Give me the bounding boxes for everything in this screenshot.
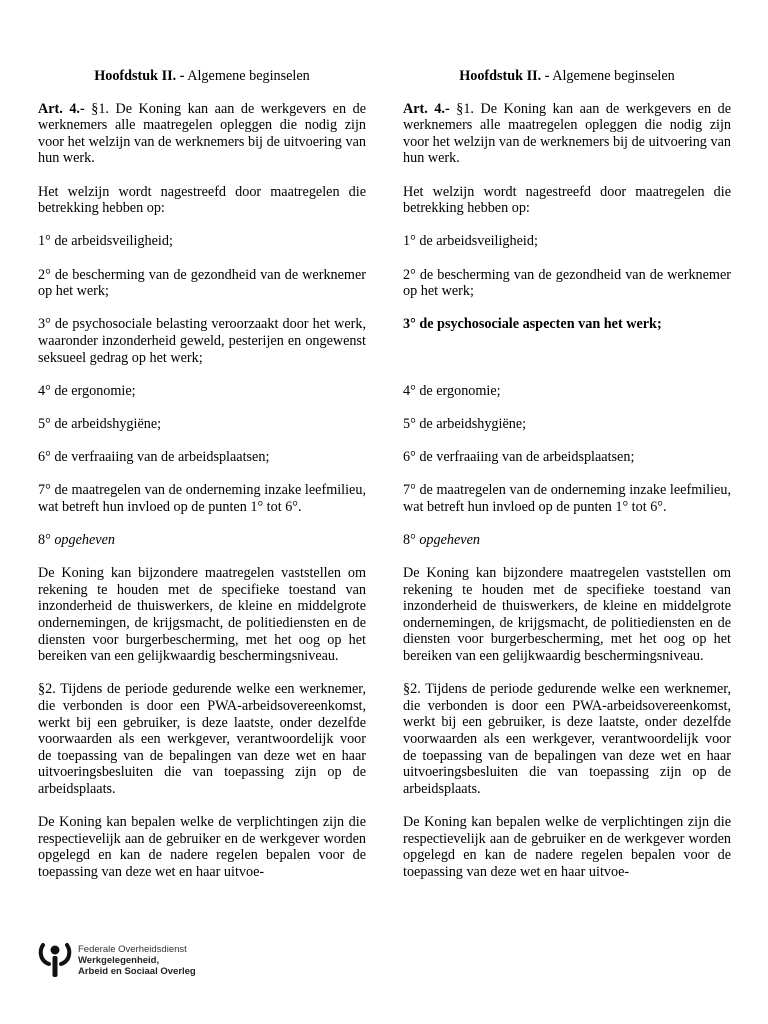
list-item-7: 7° de maatregelen van de onderneming inzake leefmilieu, wat betreft hun invloed op de punten 1° tot 6°. <box>38 482 366 515</box>
section2-paragraph: §2. Tijdens de periode gedurende welke een werknemer, die verbonden is door een PWA-arbeidsovereenkomst, werkt bij een gebruiker, is deze laatste, onder dezelfde voorwaarden als een werkgever, verantwoordelijk voor de toepassing van de bepalingen van deze wet en haar uitvoeringsbesluiten die van toepassing zijn op de arbeidsplaats. <box>403 681 731 797</box>
article-text: §1. De Koning kan aan de werkgevers en de werknemers alle maatregelen opleggen die nodig zijn voor het welzijn van de werknemers bij de uitvoering van hun werk. <box>403 100 731 167</box>
list-item-3: 3° de psychosociale aspecten van het werk; <box>403 316 662 333</box>
chapter-heading-bold: Hoofdstuk II. - <box>459 68 550 84</box>
list-item-8-text: opgeheven <box>54 532 115 549</box>
article-paragraph <box>38 101 366 167</box>
list-item-7: 7° de maatregelen van de onderneming inzake leefmilieu, wat betreft hun invloed op de punten 1° tot 6°. <box>403 482 731 515</box>
list-item-8 <box>38 532 366 549</box>
welzijn-paragraph: Het welzijn wordt nagestreefd door maatregelen die betrekking hebben op: <box>403 183 731 217</box>
fod-logo-icon <box>38 941 72 979</box>
list-item-5: 5° de arbeidshygiëne; <box>403 415 527 432</box>
article-text: §1. De Koning kan aan de werkgevers en de werknemers alle maatregelen opleggen die nodig zijn voor het welzijn van de werknemers bij de uitvoering van hun werk. <box>38 100 366 167</box>
logo-text <box>78 944 196 977</box>
logo-line-2: Werkgelegenheid, <box>78 954 160 966</box>
last-paragraph: De Koning kan bepalen welke de verplichtingen zijn die respectievelijk aan de gebruiker en de werkgever worden opgelegd en kan de nadere regelen bepalen voor de toepassing van deze wet en haar uitvoe- <box>403 813 731 880</box>
article-paragraph <box>403 101 731 167</box>
list-item-1: 1° de arbeidsveiligheid; <box>403 233 538 250</box>
koning-paragraph: De Koning kan bijzondere maatregelen vaststellen om rekening te houden met de specifieke toestand van inzonderheid de thuiswerkers, de kleine en middelgrote ondernemingen, de krijgsmacht, de politiediensten en de diensten voor burgerbescherming, met het oog op het bereiken van een gelijkwaardig beschermingsniveau. <box>403 565 731 664</box>
right-column <box>403 68 731 897</box>
list-item-8-number: 8° <box>38 532 55 549</box>
list-item-8-text: opgeheven <box>419 531 480 548</box>
chapter-heading-text: Algemene beginselen <box>184 68 310 84</box>
list-item-3: 3° de psychosociale belasting veroorzaakt door het werk, waaronder inzonderheid geweld, pesterijen en ongewenst seksueel gedrag op het werk; <box>38 316 366 366</box>
chapter-heading-bold: Hoofdstuk II. - <box>94 68 185 84</box>
chapter-heading <box>38 68 366 85</box>
list-item-2: 2° de bescherming van de gezondheid van de werknemer op het werk; <box>38 266 366 300</box>
logo-line-1: Federale Overheidsdienst <box>78 943 187 955</box>
list-item-6: 6° de verfraaiing van de arbeidsplaatsen; <box>38 449 270 466</box>
list-item-2: 2° de bescherming van de gezondheid van de werknemer op het werk; <box>403 266 731 300</box>
section2-paragraph: §2. Tijdens de periode gedurende welke een werknemer, die verbonden is door een PWA-arbeidsovereenkomst, werkt bij een gebruiker, is deze laatste, onder dezelfde voorwaarden als een werkgever, verantwoordelijk voor de toepassing van de bepalingen van deze wet en haar uitvoeringsbesluiten die van toepassing zijn op de arbeidsplaats. <box>38 681 366 797</box>
list-item-1: 1° de arbeidsveiligheid; <box>38 233 173 250</box>
logo-line-3: Arbeid en Sociaal Overleg <box>78 965 196 977</box>
left-column <box>38 68 366 897</box>
footer-logo <box>38 940 196 980</box>
spacer <box>403 350 731 383</box>
list-item-8-number: 8° <box>403 531 420 548</box>
list-item-5: 5° de arbeidshygiëne; <box>38 415 162 432</box>
koning-paragraph: De Koning kan bijzondere maatregelen vaststellen om rekening te houden met de specifieke toestand van inzonderheid de thuiswerkers, de kleine en middelgrote ondernemingen, de krijgsmacht, de politiediensten en de diensten voor burgerbescherming, met het oog op het bereiken van een gelijkwaardig beschermingsniveau. <box>38 565 366 665</box>
list-item-4: 4° de ergonomie; <box>403 382 501 399</box>
list-item-4: 4° de ergonomie; <box>38 382 136 399</box>
article-label: Art. 4.- <box>38 100 85 117</box>
list-item-8 <box>403 532 731 549</box>
last-paragraph: De Koning kan bepalen welke de verplichtingen zijn die respectievelijk aan de gebruiker en de werkgever worden opgelegd en kan de nadere regelen bepalen voor de toepassing van deze wet en haar uitvoe- <box>38 814 366 880</box>
chapter-heading <box>403 68 731 85</box>
chapter-heading-text: Algemene beginselen <box>549 68 675 84</box>
article-label: Art. 4.- <box>403 100 450 117</box>
list-item-6: 6° de verfraaiing van de arbeidsplaatsen; <box>403 448 635 465</box>
welzijn-paragraph: Het welzijn wordt nagestreefd door maatregelen die betrekking hebben op: <box>38 183 366 217</box>
